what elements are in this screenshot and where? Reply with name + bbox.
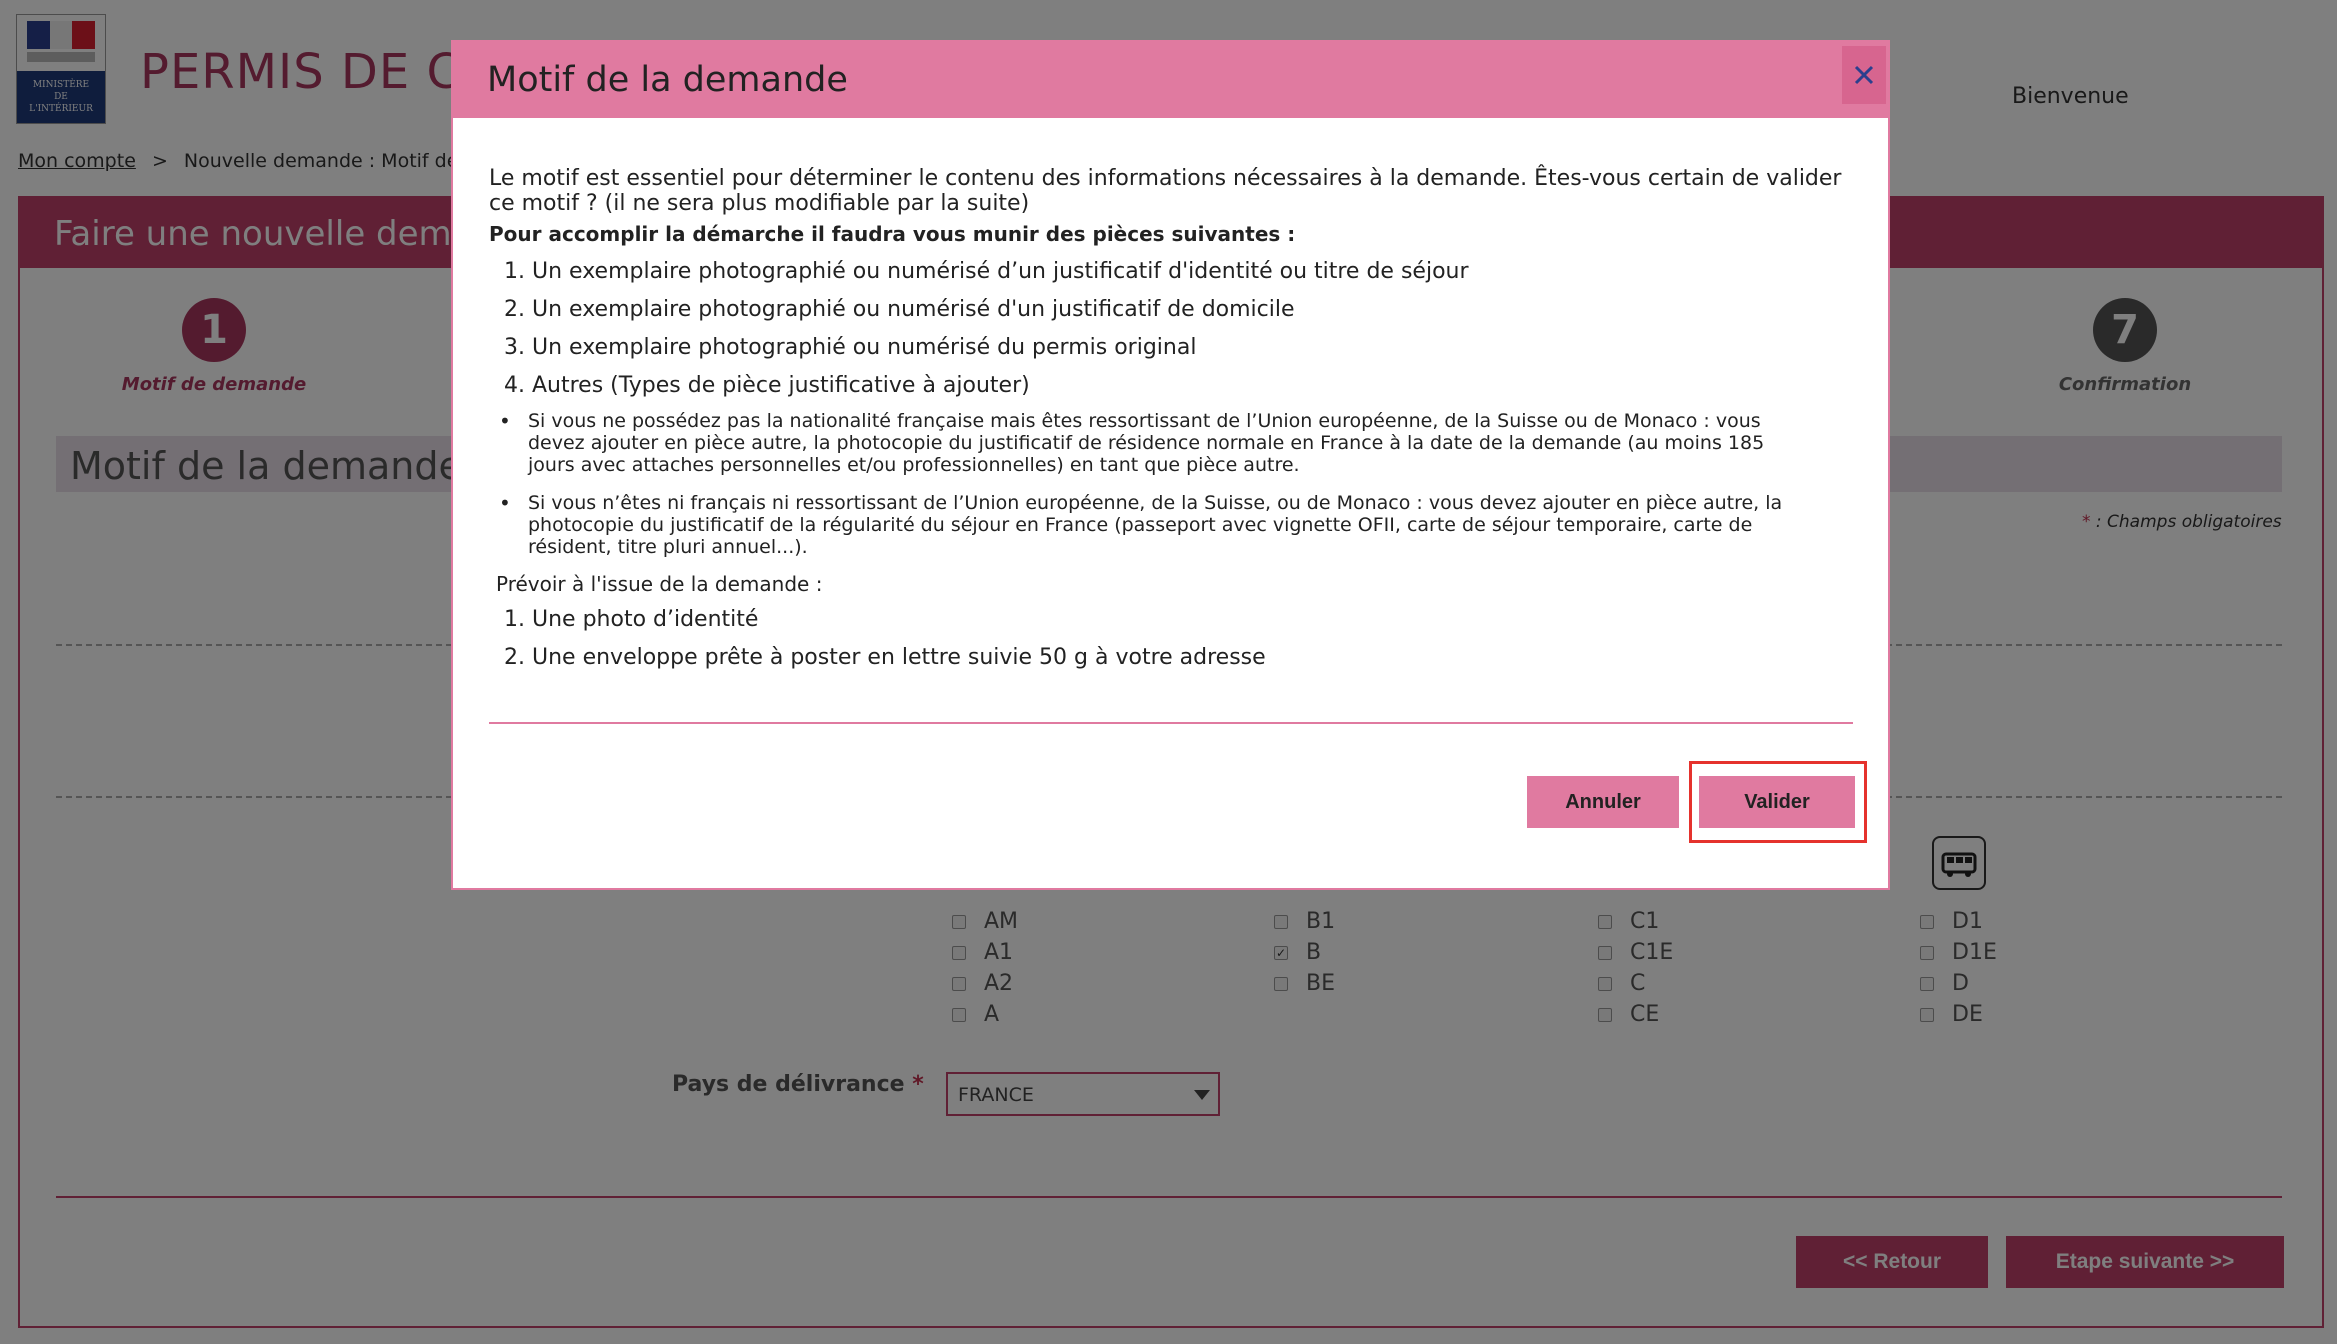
note-item: • Si vous ne possédez pas la nationalité française mais êtes ressortissant de l’Union européenne, de la Suisse ou de Monaco : vous devez ajouter en pièce autre, la photocopie du justificatif de résidence normale en France à la date de la demande (au moins 185 jours avec attaches personnelles et/ou professionnelles) en tant que pièce autre. [489, 410, 1799, 476]
prevoir-list [489, 602, 1859, 678]
list-text: Autres (Types de pièce justificative à ajouter) [532, 373, 1030, 398]
list-item [489, 602, 1859, 640]
pieces-title: Pour accomplir la démarche il faudra vous munir des pièces suivantes : [489, 222, 1296, 246]
validate-button[interactable]: Valider [1699, 776, 1855, 828]
cancel-button[interactable]: Annuler [1527, 776, 1679, 828]
list-text: Un exemplaire photographié ou numérisé d'un justificatif de domicile [532, 297, 1295, 322]
close-icon [1852, 63, 1876, 87]
note-item: • Si vous n’êtes ni français ni ressortissant de l’Union européenne, de la Suisse, ou de Monaco : vous devez ajouter en pièce autre, la photocopie du justificatif de la régularité du séjour en France (passeport avec vignette OFII, carte de séjour temporaire, carte de résident, titre pluri annuel...). [489, 492, 1799, 558]
list-number: 4. [504, 373, 525, 398]
close-button[interactable] [1842, 46, 1886, 104]
motif-confirmation-modal [451, 40, 1890, 890]
list-number: 3. [504, 335, 525, 360]
notes-list [489, 410, 1859, 558]
list-item [489, 254, 1859, 292]
list-number: 1. [504, 607, 525, 632]
modal-title: Motif de la demande [487, 60, 848, 100]
list-text: Une enveloppe prête à poster en lettre suivie 50 g à votre adresse [532, 645, 1266, 670]
list-item [489, 640, 1859, 678]
list-number: 1. [504, 259, 525, 284]
modal-intro: Le motif est essentiel pour déterminer le contenu des informations nécessaires à la demande. Êtes-vous certain de valider ce motif ? (il ne sera plus modifiable par la suite) [489, 166, 1842, 216]
list-number: 2. [504, 645, 525, 670]
list-item [489, 292, 1859, 330]
pieces-list [489, 254, 1859, 406]
modal-header [453, 42, 1888, 118]
list-number: 2. [504, 297, 525, 322]
list-text: Une photo d’identité [532, 607, 759, 632]
prevoir-title: Prévoir à l'issue de la demande : [496, 572, 823, 596]
list-text: Un exemplaire photographié ou numérisé d’un justificatif d'identité ou titre de séjour [532, 259, 1469, 284]
list-text: Un exemplaire photographié ou numérisé du permis original [532, 335, 1197, 360]
modal-body [489, 166, 1859, 678]
list-item [489, 368, 1859, 406]
list-item [489, 330, 1859, 368]
modal-divider [489, 722, 1853, 724]
